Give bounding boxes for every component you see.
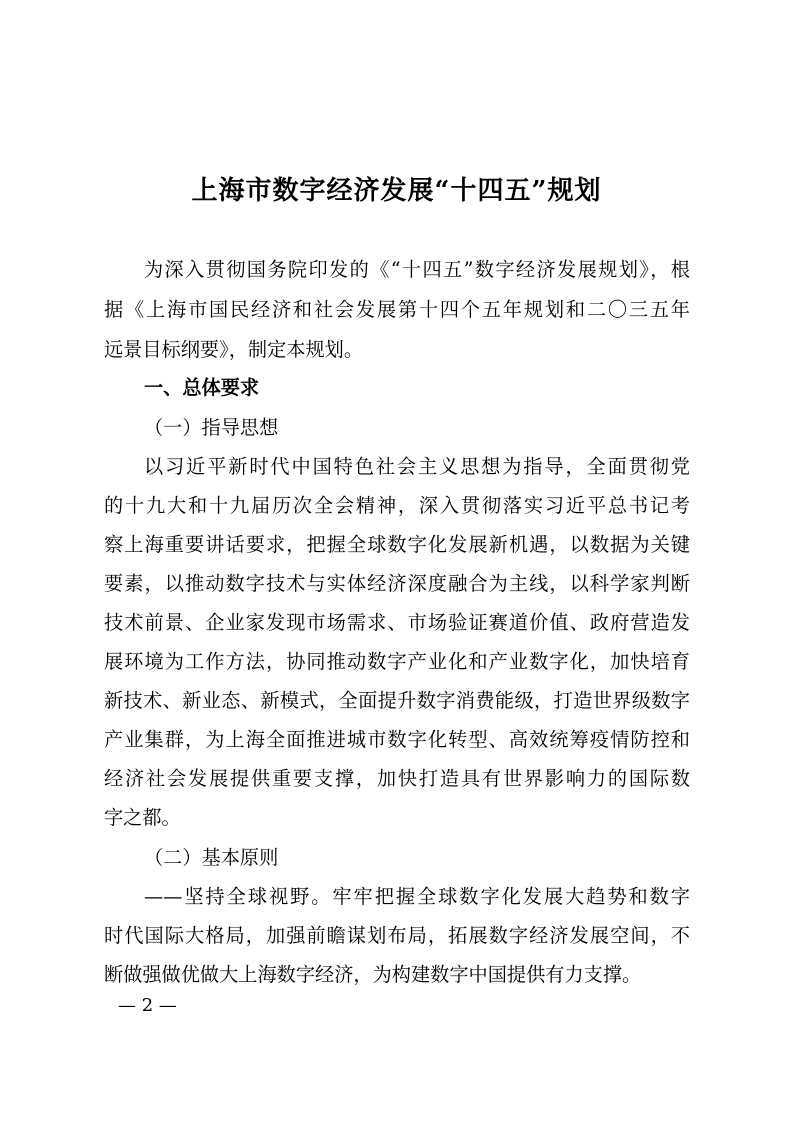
paragraph-line: 产业集群，为上海全面推进城市数字化转型、高效统筹疫情防控和 — [104, 728, 690, 751]
paragraph-line: 据《上海市国民经济和社会发展第十四个五年规划和二〇三五年 — [104, 298, 690, 321]
paragraph-line: 经济社会发展提供重要支撑，加快打造具有世界影响力的国际数 — [104, 767, 690, 790]
paragraph-line: 时代国际大格局，加强前瞻谋划布局，拓展数字经济发展空间，不 — [104, 924, 690, 947]
paragraph-line: 要素，以推动数字技术与实体经济深度融合为主线，以科学家判断 — [104, 572, 690, 595]
subsection-heading: （二）基本原则 — [144, 846, 279, 869]
paragraph-line: 为深入贯彻国务院印发的《“十四五”数字经济发展规划》，根 — [144, 258, 690, 281]
paragraph-line: 远景目标纲要》，制定本规划。 — [104, 338, 364, 361]
paragraph-line: 字之都。 — [104, 806, 181, 829]
paragraph-line: 以习近平新时代中国特色社会主义思想为指导，全面贯彻党 — [144, 455, 690, 478]
paragraph-line: ——坚持全球视野。牢牢把握全球数字化发展大趋势和数字 — [144, 885, 690, 908]
paragraph-line: 展环境为工作方法，协同推动数字产业化和产业数字化，加快培育 — [104, 650, 690, 673]
page-number: — 2 — — [118, 995, 177, 1016]
document-title: 上海市数字经济发展“十四五”规划 — [191, 176, 602, 206]
paragraph-line: 察上海重要讲话要求，把握全球数字化发展新机遇，以数据为关键 — [104, 533, 690, 556]
section-heading: 一、总体要求 — [144, 376, 260, 399]
subsection-heading: （一）指导思想 — [144, 416, 279, 439]
paragraph-line: 新技术、新业态、新模式，全面提升数字消费能级，打造世界级数字 — [104, 689, 690, 712]
paragraph-line: 的十九大和十九届历次全会精神，深入贯彻落实习近平总书记考 — [104, 494, 690, 517]
paragraph-line: 技术前景、企业家发现市场需求、市场验证赛道价值、政府营造发 — [104, 611, 690, 634]
paragraph-line: 断做强做优做大上海数字经济，为构建数字中国提供有力支撑。 — [104, 963, 642, 986]
